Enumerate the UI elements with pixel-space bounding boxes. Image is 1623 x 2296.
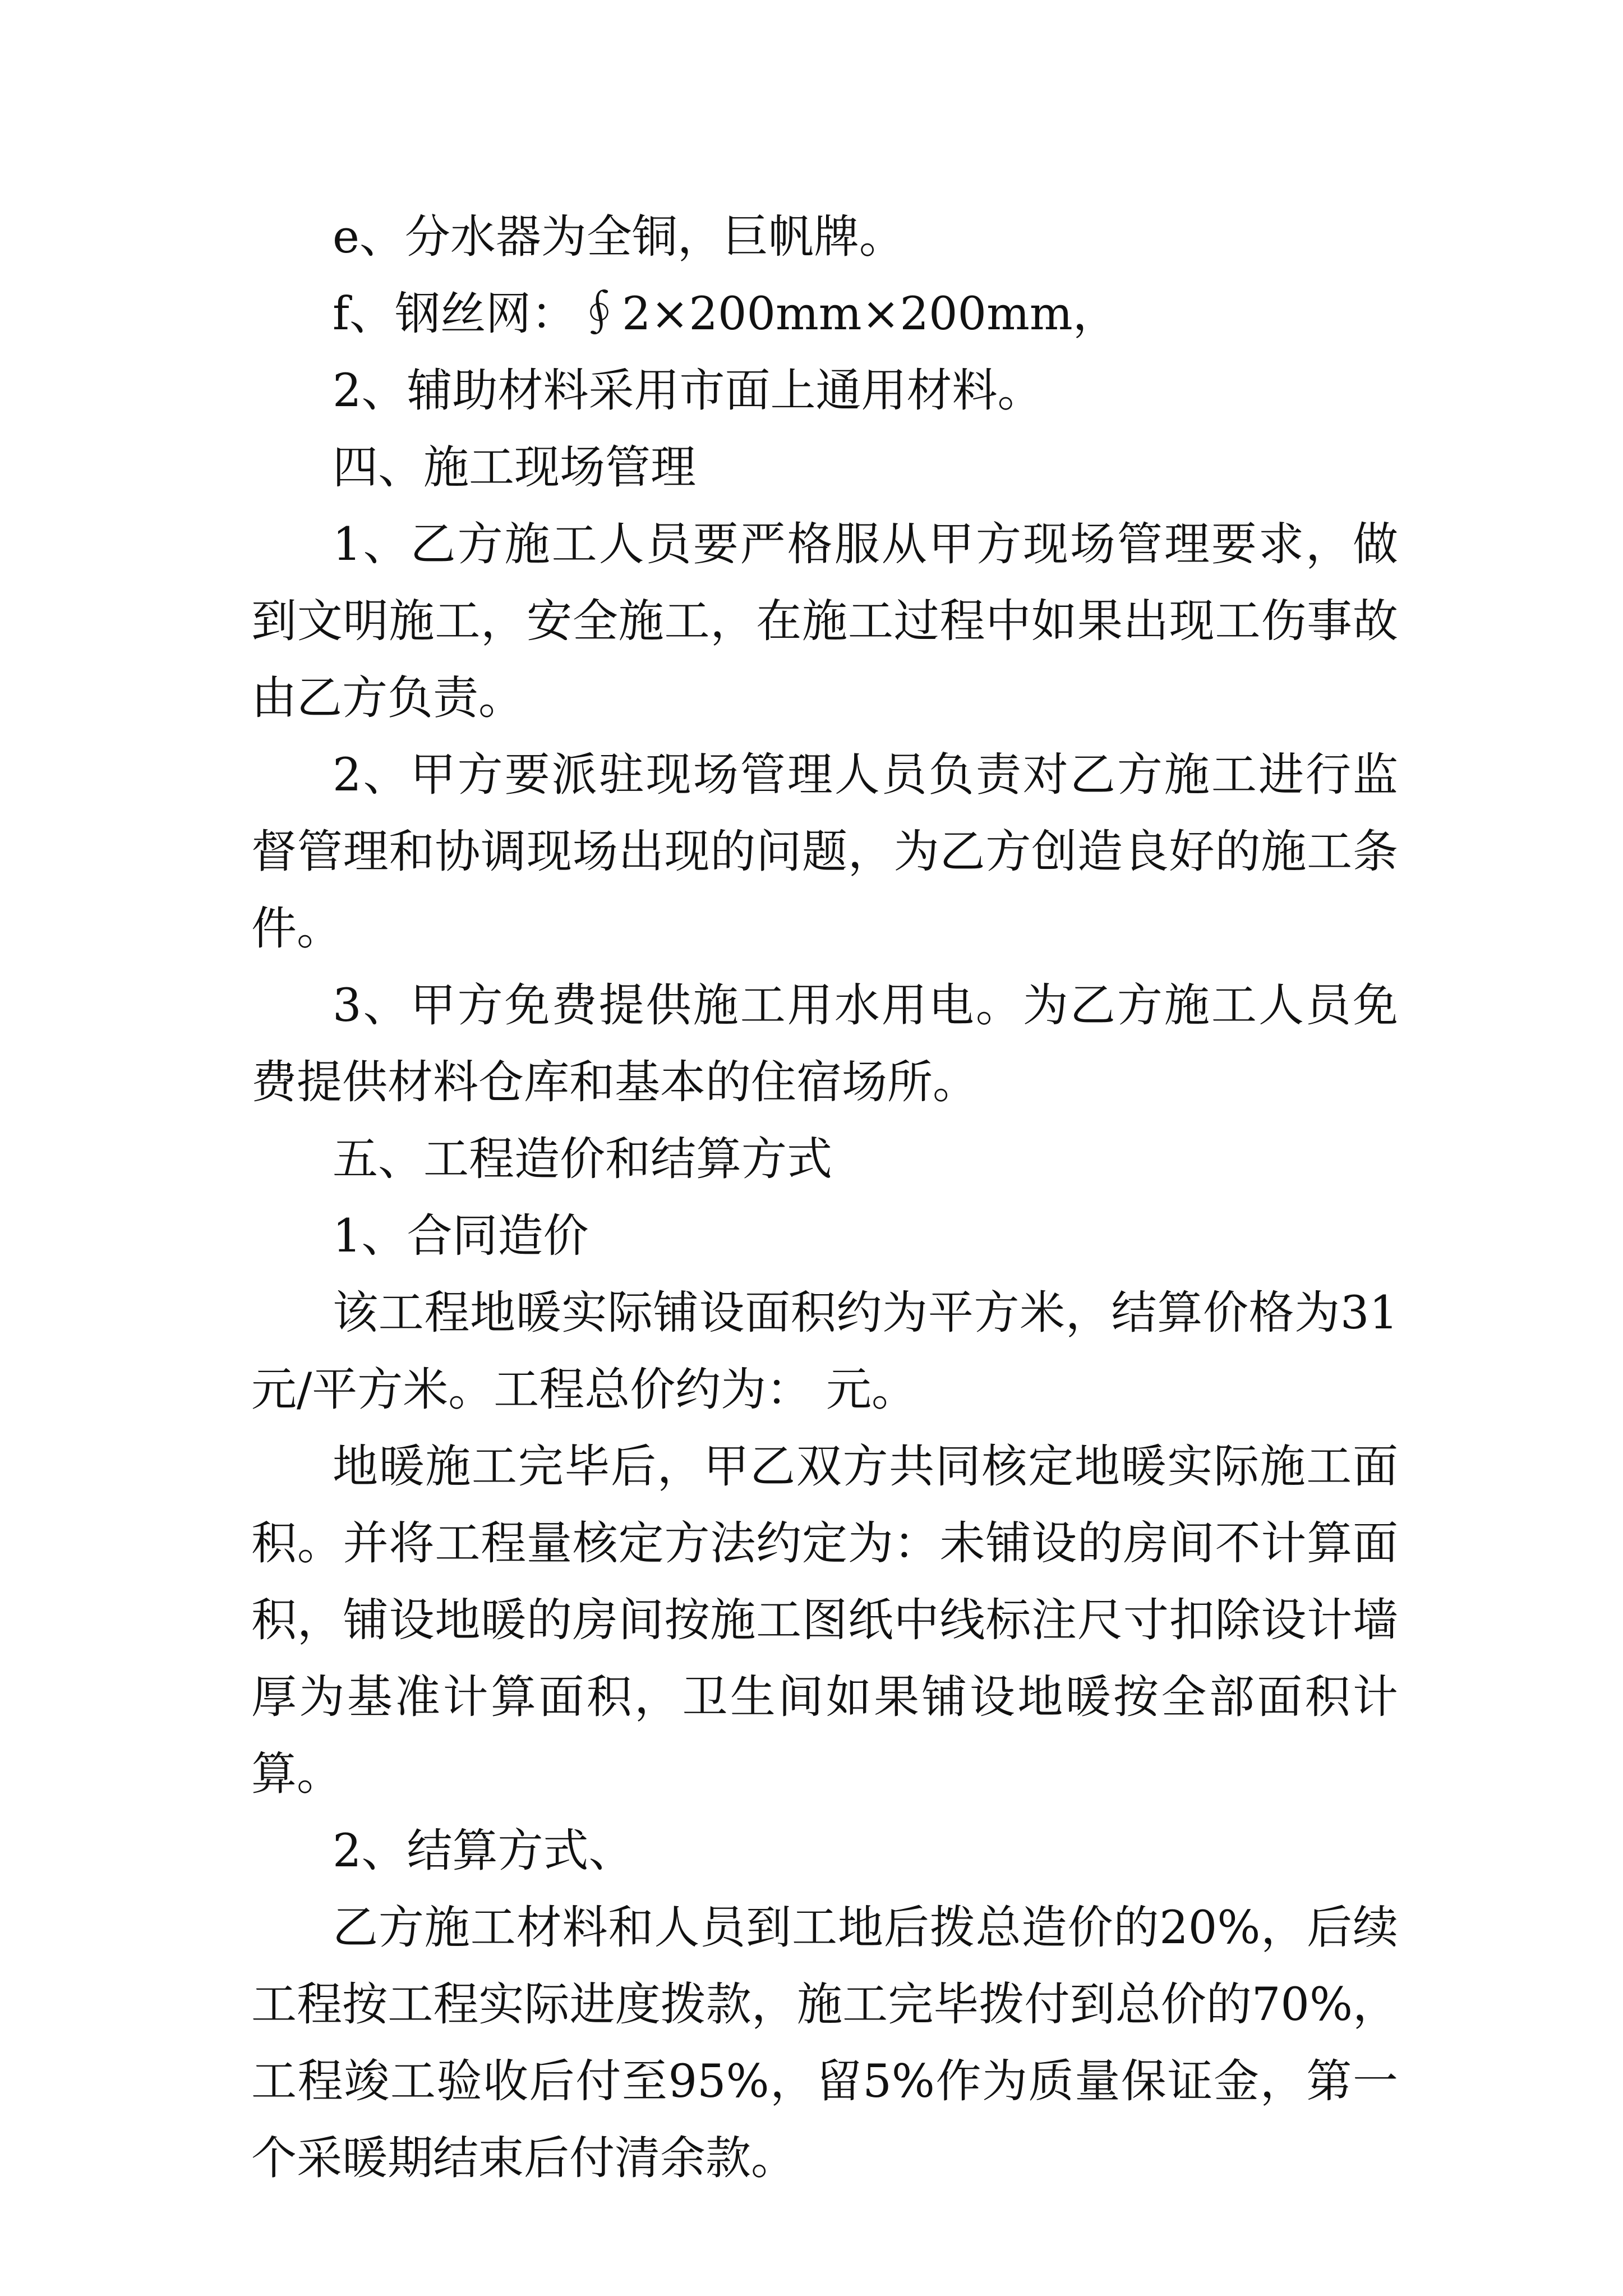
paragraph-site-management-2: 2、甲方要派驻现场管理人员负责对乙方施工进行监督管理和协调现场出现的问题，为乙方创造良好的施工条件。 bbox=[251, 749, 1398, 955]
section-heading-cost-settlement: 五、工程造价和结算方式 bbox=[333, 1133, 833, 1186]
paragraph-site-management-1: 1、乙方施工人员要严格服从甲方现场管理要求，做到文明施工，安全施工，在施工过程中如果出现工伤事故由乙方负责。 bbox=[251, 518, 1398, 725]
paragraph-area-verification: 地暖施工完毕后，甲乙双方共同核定地暖实际施工面积。并将工程量核定方法约定为：未铺设的房间不计算面积，铺设地暖的房间按施工图纸中线标注尺寸扣除设计墙厚为基准计算面积，卫生间如果铺设地暖按全部面积计算。 bbox=[251, 1441, 1398, 1801]
section-heading-site-management: 四、施工现场管理 bbox=[333, 441, 697, 494]
document-body bbox=[251, 199, 1398, 2197]
subheading-settlement-method: 2、结算方式、 bbox=[333, 1825, 634, 1878]
paragraph-site-management-3: 3、甲方免费提供施工用水用电。为乙方施工人员免费提供材料仓库和基本的住宿场所。 bbox=[251, 979, 1398, 1109]
paragraph-manifold-spec: e、分水器为全铜，巨帆牌。 bbox=[333, 211, 905, 264]
paragraph-settlement-method: 乙方施工材料和人员到工地后拨总造价的20%，后续工程按工程实际进度拨款，施工完毕拨付到总价的70%，工程竣工验收后付至95%，留5%作为质量保证金，第一个采暖期结束后付清余款。 bbox=[251, 1902, 1398, 2185]
paragraph-contract-price: 该工程地暖实际铺设面积约为平方米，结算价格为31元/平方米。工程总价约为： 元。 bbox=[251, 1287, 1398, 1416]
paragraph-wire-mesh-spec: f、钢丝网：∮2×200mm×200mm， bbox=[333, 288, 1118, 341]
paragraph-auxiliary-materials: 2、辅助材料采用市面上通用材料。 bbox=[333, 365, 1043, 417]
subheading-contract-price: 1、合同造价 bbox=[333, 1210, 589, 1263]
